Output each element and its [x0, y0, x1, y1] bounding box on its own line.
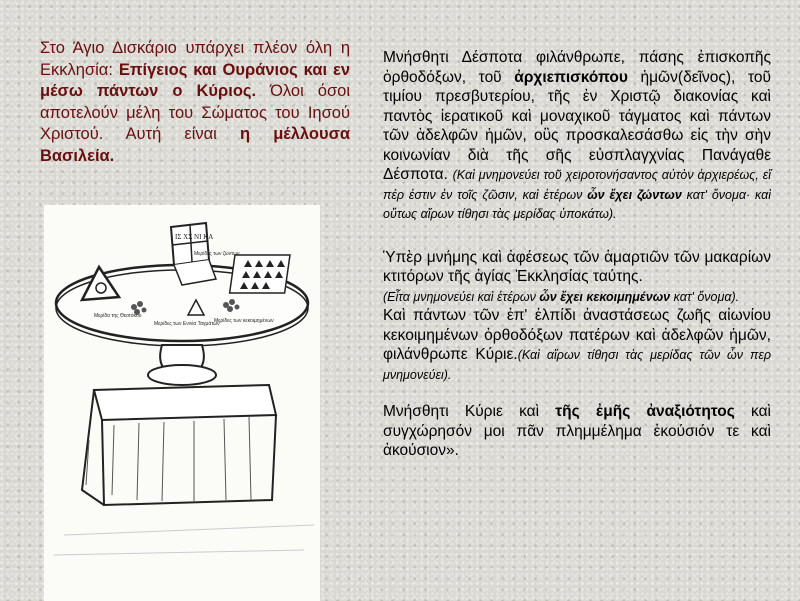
label-ranks: Μερίδες των Εννέα Ταγμάτων [154, 321, 220, 327]
diskos-illustration [44, 205, 320, 601]
intro-bold-2: η μέλλουσα Βασιλεία. [40, 125, 350, 165]
p1-bold: ἀρχιεπισκόπου [514, 68, 628, 86]
p1-text-2: ἡμῶν(δεῖνος), τοῦ τιμίου πρεσβυτερίου, τῆς ἐν Χριστῷ διακονίας καὶ παντὸς ἱερατικοῦ καὶ μοναχικοῦ τάγματος καὶ πάντων τῶν ἀδελφῶν ἡμῶν, οὓς προσκαλεσάσθω εἰς τὴν σὴν κοινωνίαν διὰ τῆς σῆς εὐσπλαγχνίας Πανάγαθε Δέσποτα. [383, 68, 771, 183]
p1-text: Μνήσθητι Δέσποτα φιλάνθρωπε, πάσης ἐπισκοπῆς ὀρθοδόξων, τοῦ [383, 49, 771, 86]
p3-note: (Καὶ αἴρων τίθησι τὰς μερίδας τῶν ὧν περ μνημονεύει). [383, 348, 771, 382]
intro-text-2: Όλοι όσοι αποτελούν μέλη του Σώματος του Ιησού Χριστού. Αυτή είναι [40, 82, 350, 143]
p3-text: Καὶ πάντων τῶν ἐπ' ἐλπίδι ἀναστάσεως ζωῆς αἰωνίου κεκοιμημένων ὀρθοδόξων πατέρων καὶ ἀδελφῶν ἡμῶν, φιλάνθρωπε Κύριε. [383, 307, 771, 363]
prayer-paragraph-3 [383, 306, 771, 384]
label-living: Μερίδες των ζώντων [194, 251, 240, 257]
prayer-note-2 [383, 287, 771, 307]
prayer-paragraph-1 [383, 48, 771, 224]
p4-text-2: καὶ συγχώρησόν μοι πᾶν πλημμέλημα ἑκούσιόν τε καὶ ἀκούσιον». [383, 403, 771, 459]
prayer-paragraph-2 [383, 248, 771, 287]
p4-bold: τῆς ἐμῆς ἀναξιότητος [555, 403, 735, 420]
intro-text-1: Στο Άγιο Δισκάριο υπάρχει πλέον όλη η Εκκλησία: [40, 39, 350, 79]
label-theotokos: Μερίδα της Θεοτόκου [94, 313, 142, 319]
label-departed: Μερίδες των κεκοιμημένων [214, 318, 274, 324]
p1-note-2: κατ' ὄνομα· καὶ οὕτως αἴρων τίθησι τὰς μερίδας ὑποκάτω). [383, 187, 771, 221]
p1-note-bold: ὧν ἔχει ζώντων [587, 187, 682, 202]
p2-note-bold: ὧν ἔχει κεκοιμημένων [539, 289, 671, 304]
prayer-paragraph-4 [383, 402, 771, 461]
p2-note-2: κατ' ὄνομα). [670, 289, 740, 304]
prayer-column [383, 48, 771, 461]
intro-bold-1: Επίγειος και Ουράνιος και εν μέσω πάντων ο Κύριος. [40, 60, 350, 100]
p1-note: (Καὶ μνημονεύει τοῦ χειροτονήσαντος αὐτὸν ἀρχιερέως, εἴ πέρ ἐστιν ἐν τοῖς ζῶσιν, καὶ ἑτέρων [383, 168, 771, 202]
p2-note: (Εἶτα μνημονεύει καὶ ἑτέρων [383, 289, 540, 304]
intro-paragraph [40, 38, 350, 167]
lamb-seal-text: ΙΣ ΧΣ ΝΙ ΚΑ [175, 233, 214, 241]
p4-text: Μνήσθητι Κύριε καὶ [383, 403, 556, 420]
p2-text: Ὑπὲρ μνήμης καὶ ἀφέσεως τῶν ἁμαρτιῶν τῶν μακαρίων κτιτόρων τῆς ἁγίας Ἐκκλησίας ταύτης. [383, 248, 771, 285]
